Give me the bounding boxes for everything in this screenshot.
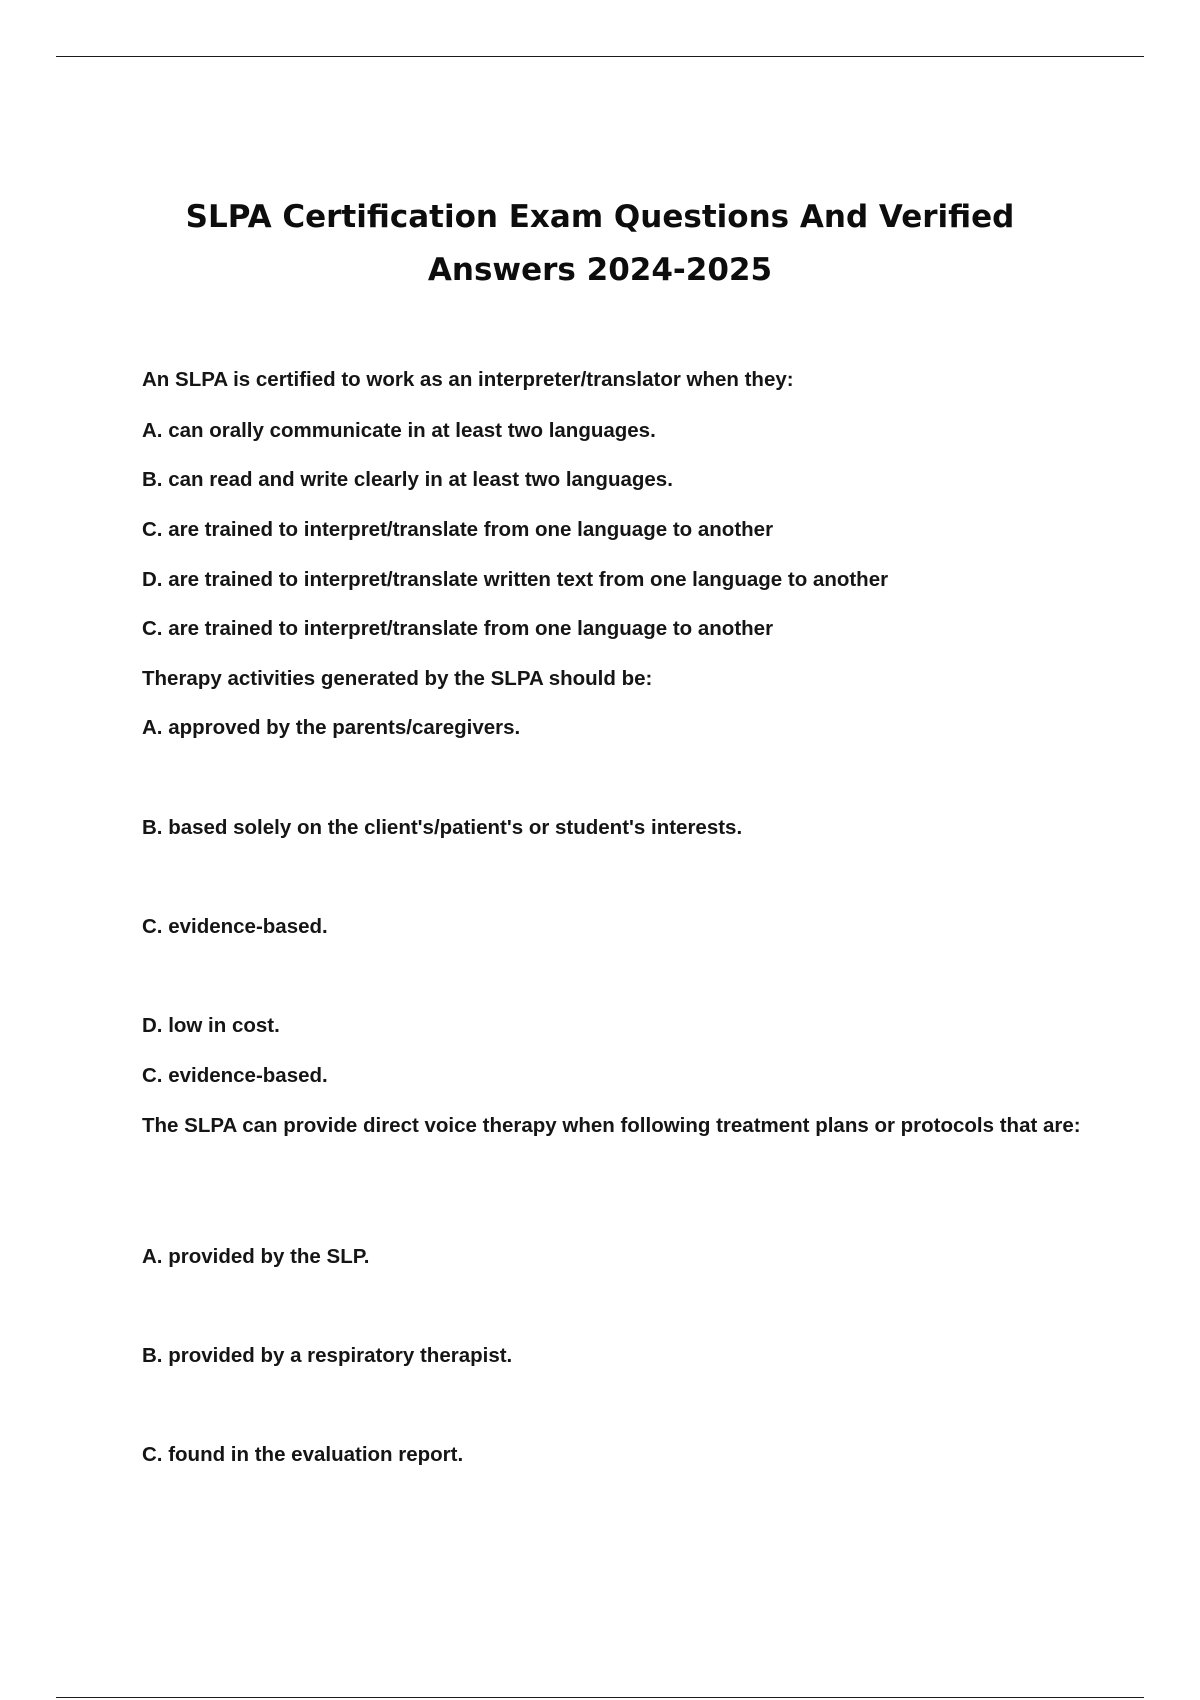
question-1-option-a: A. can orally communicate in at least two languages.: [142, 419, 656, 442]
question-1-text: An SLPA is certified to work as an interpreter/translator when they:: [142, 368, 794, 391]
question-1-option-d: D. are trained to interpret/translate written text from one language to another: [142, 568, 889, 591]
question-2-answer: C. evidence-based.: [142, 1064, 328, 1087]
document-title: SLPA Certification Exam Questions And Verified Answers 2024-2025: [185, 199, 1015, 288]
question-3-text: The SLPA can provide direct voice therapy when following treatment plans or protocols that are:: [142, 1114, 1081, 1137]
question-2-option-d: D. low in cost.: [142, 1014, 280, 1037]
question-2-option-b: B. based solely on the client's/patient's or student's interests.: [142, 816, 743, 839]
question-2-option-c: C. evidence-based.: [142, 915, 328, 938]
question-3-option-b: B. provided by a respiratory therapist.: [142, 1344, 513, 1367]
question-2-text: Therapy activities generated by the SLPA should be:: [142, 667, 653, 690]
question-1-option-b: B. can read and write clearly in at least two languages.: [142, 468, 673, 491]
top-rule: [56, 56, 1144, 57]
bottom-rule: [56, 1697, 1144, 1698]
question-1-answer: C. are trained to interpret/translate from one language to another: [142, 617, 774, 640]
question-1-option-c: C. are trained to interpret/translate from one language to another: [142, 518, 774, 541]
question-2-option-a: A. approved by the parents/caregivers.: [142, 716, 521, 739]
question-3-option-c: C. found in the evaluation report.: [142, 1443, 464, 1466]
question-3-option-a: A. provided by the SLP.: [142, 1245, 370, 1268]
